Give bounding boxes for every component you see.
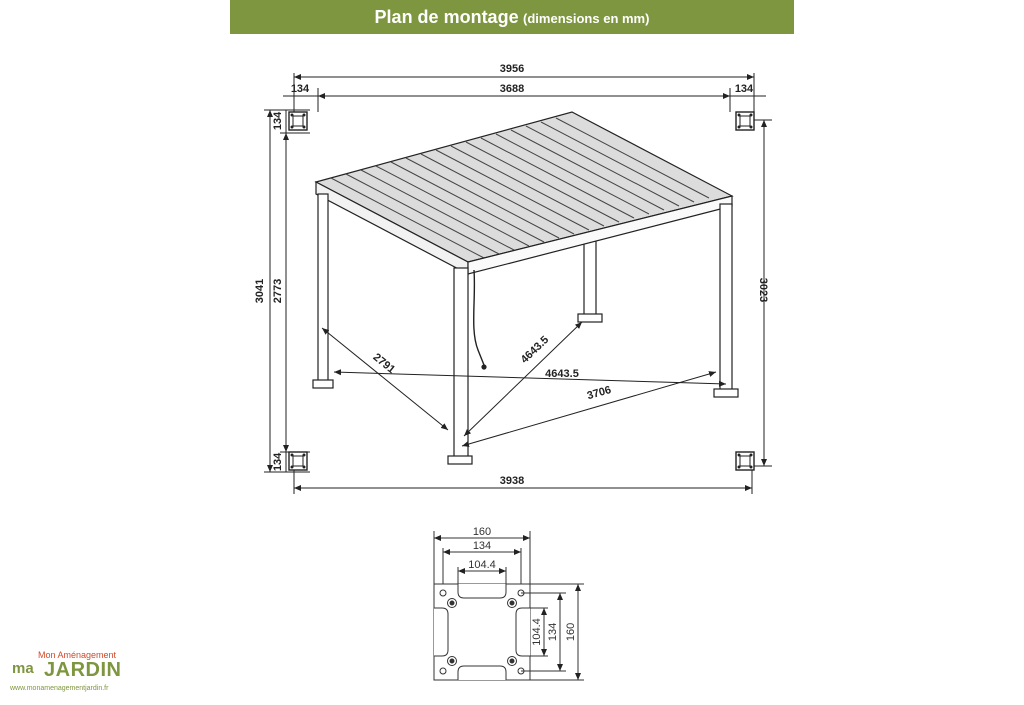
logo-jardin-text: JARDIN bbox=[44, 659, 122, 681]
dim-top-total: 3956 bbox=[499, 63, 525, 75]
page-subtitle: (dimensions en mm) bbox=[523, 11, 650, 26]
dim-left-top-offset: 134 bbox=[272, 111, 284, 131]
plate-height-total: 160 bbox=[565, 622, 577, 642]
corner-plate-bottom-left bbox=[289, 452, 307, 470]
dim-left-inner: 2773 bbox=[272, 278, 284, 304]
page-title: Plan de montage bbox=[374, 7, 519, 27]
dim-top-right-offset: 134 bbox=[734, 83, 754, 95]
corner-plate-top-right bbox=[736, 112, 754, 130]
plate-width-holes: 134 bbox=[472, 540, 492, 552]
plate-width-total: 160 bbox=[472, 526, 492, 538]
plate-height-holes: 134 bbox=[547, 622, 559, 642]
dim-diagonal-right: 3706 bbox=[585, 383, 613, 403]
diagonal-dimensions bbox=[322, 322, 726, 446]
dim-left-bottom-offset: 134 bbox=[272, 452, 284, 472]
corner-plate-top-left bbox=[289, 112, 307, 130]
plate-width-inner: 104.4 bbox=[468, 559, 496, 571]
logo-mark: ma bbox=[12, 660, 34, 677]
dim-top-left-offset: 134 bbox=[290, 83, 310, 95]
dim-diagonal-1: 4643.5 bbox=[518, 333, 552, 366]
plate-height-inner: 104.4 bbox=[531, 618, 543, 646]
left-dimensions bbox=[264, 110, 310, 472]
dim-bottom-total: 3938 bbox=[499, 475, 525, 487]
brand-logo[interactable] bbox=[10, 650, 140, 700]
dim-top-inner: 3688 bbox=[499, 83, 525, 95]
dim-diagonal-2: 4643.5 bbox=[545, 368, 579, 380]
logo-brand-text: Mon Aménagement bbox=[38, 650, 117, 660]
top-dimensions bbox=[283, 73, 766, 124]
pergola-drawing bbox=[313, 112, 738, 464]
dim-right-total: 3023 bbox=[757, 277, 769, 303]
logo-url: www.monamenagementjardin.fr bbox=[10, 685, 109, 692]
dim-left-total: 3041 bbox=[254, 278, 266, 304]
base-plate-detail bbox=[434, 531, 584, 680]
dim-diagonal-left: 2791 bbox=[370, 351, 398, 377]
corner-plate-bottom-right bbox=[736, 452, 754, 470]
